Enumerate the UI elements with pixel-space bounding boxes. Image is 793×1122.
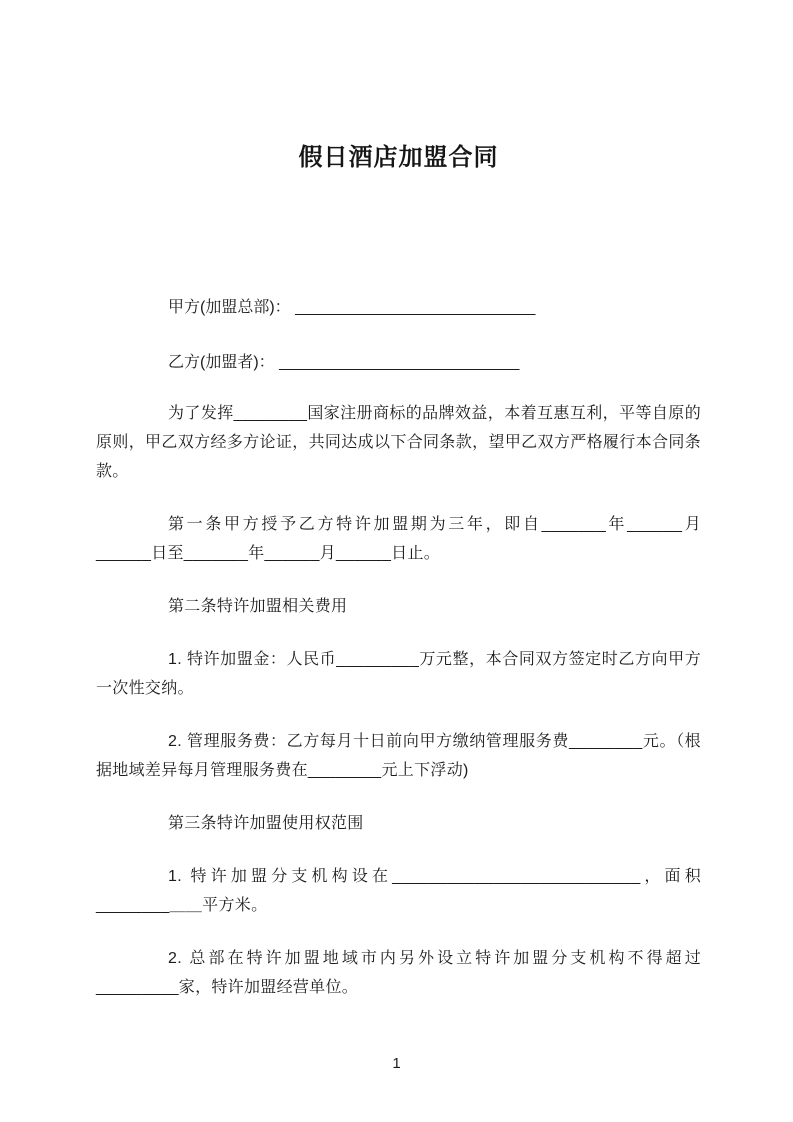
paragraph-article-3-item-1: 1. 特许加盟分支机构设在___________________________，面积________＿＿平方米。 [96, 868, 701, 914]
party-b-line: 乙方(加盟者)： ___________________________ [168, 354, 520, 371]
party-a-line: 甲方(加盟总部)： ___________________________ [168, 299, 536, 316]
document-content [0, 142, 793, 1002]
document-title: 假日酒店加盟合同 [298, 144, 499, 171]
paragraph-article-2-item-1: 1. 特许加盟金：人民币_________万元整，本合同双方签定时乙方向甲方一次性交纳。 [96, 651, 701, 697]
paragraph-preamble: 为了发挥________国家注册商标的品牌效益，本着互惠互利，平等自原的原则，甲乙双方经多方论证，共同达成以下合同条款，望甲乙双方严格履行本合同条款。 [96, 405, 701, 480]
paragraph-article-2-item-2: 2. 管理服务费：乙方每月十日前向甲方缴纳管理服务费________元。（根据地域差异每月管理服务费在________元上下浮动) [96, 733, 701, 779]
paragraph-article-1: 第一条甲方授予乙方特许加盟期为三年，即自_______年______月______日至_______年______月______日止。 [96, 516, 701, 562]
paragraph-article-3-heading: 第三条特许加盟使用权范围 [168, 815, 364, 832]
page-number: 1 [392, 1055, 401, 1072]
paragraph-article-2-heading: 第二条特许加盟相关费用 [168, 598, 348, 615]
paragraph-article-3-item-2: 2. 总部在特许加盟地域市内另外设立特许加盟分支机构不得超过_________家，特许加盟经营单位。 [96, 950, 701, 996]
